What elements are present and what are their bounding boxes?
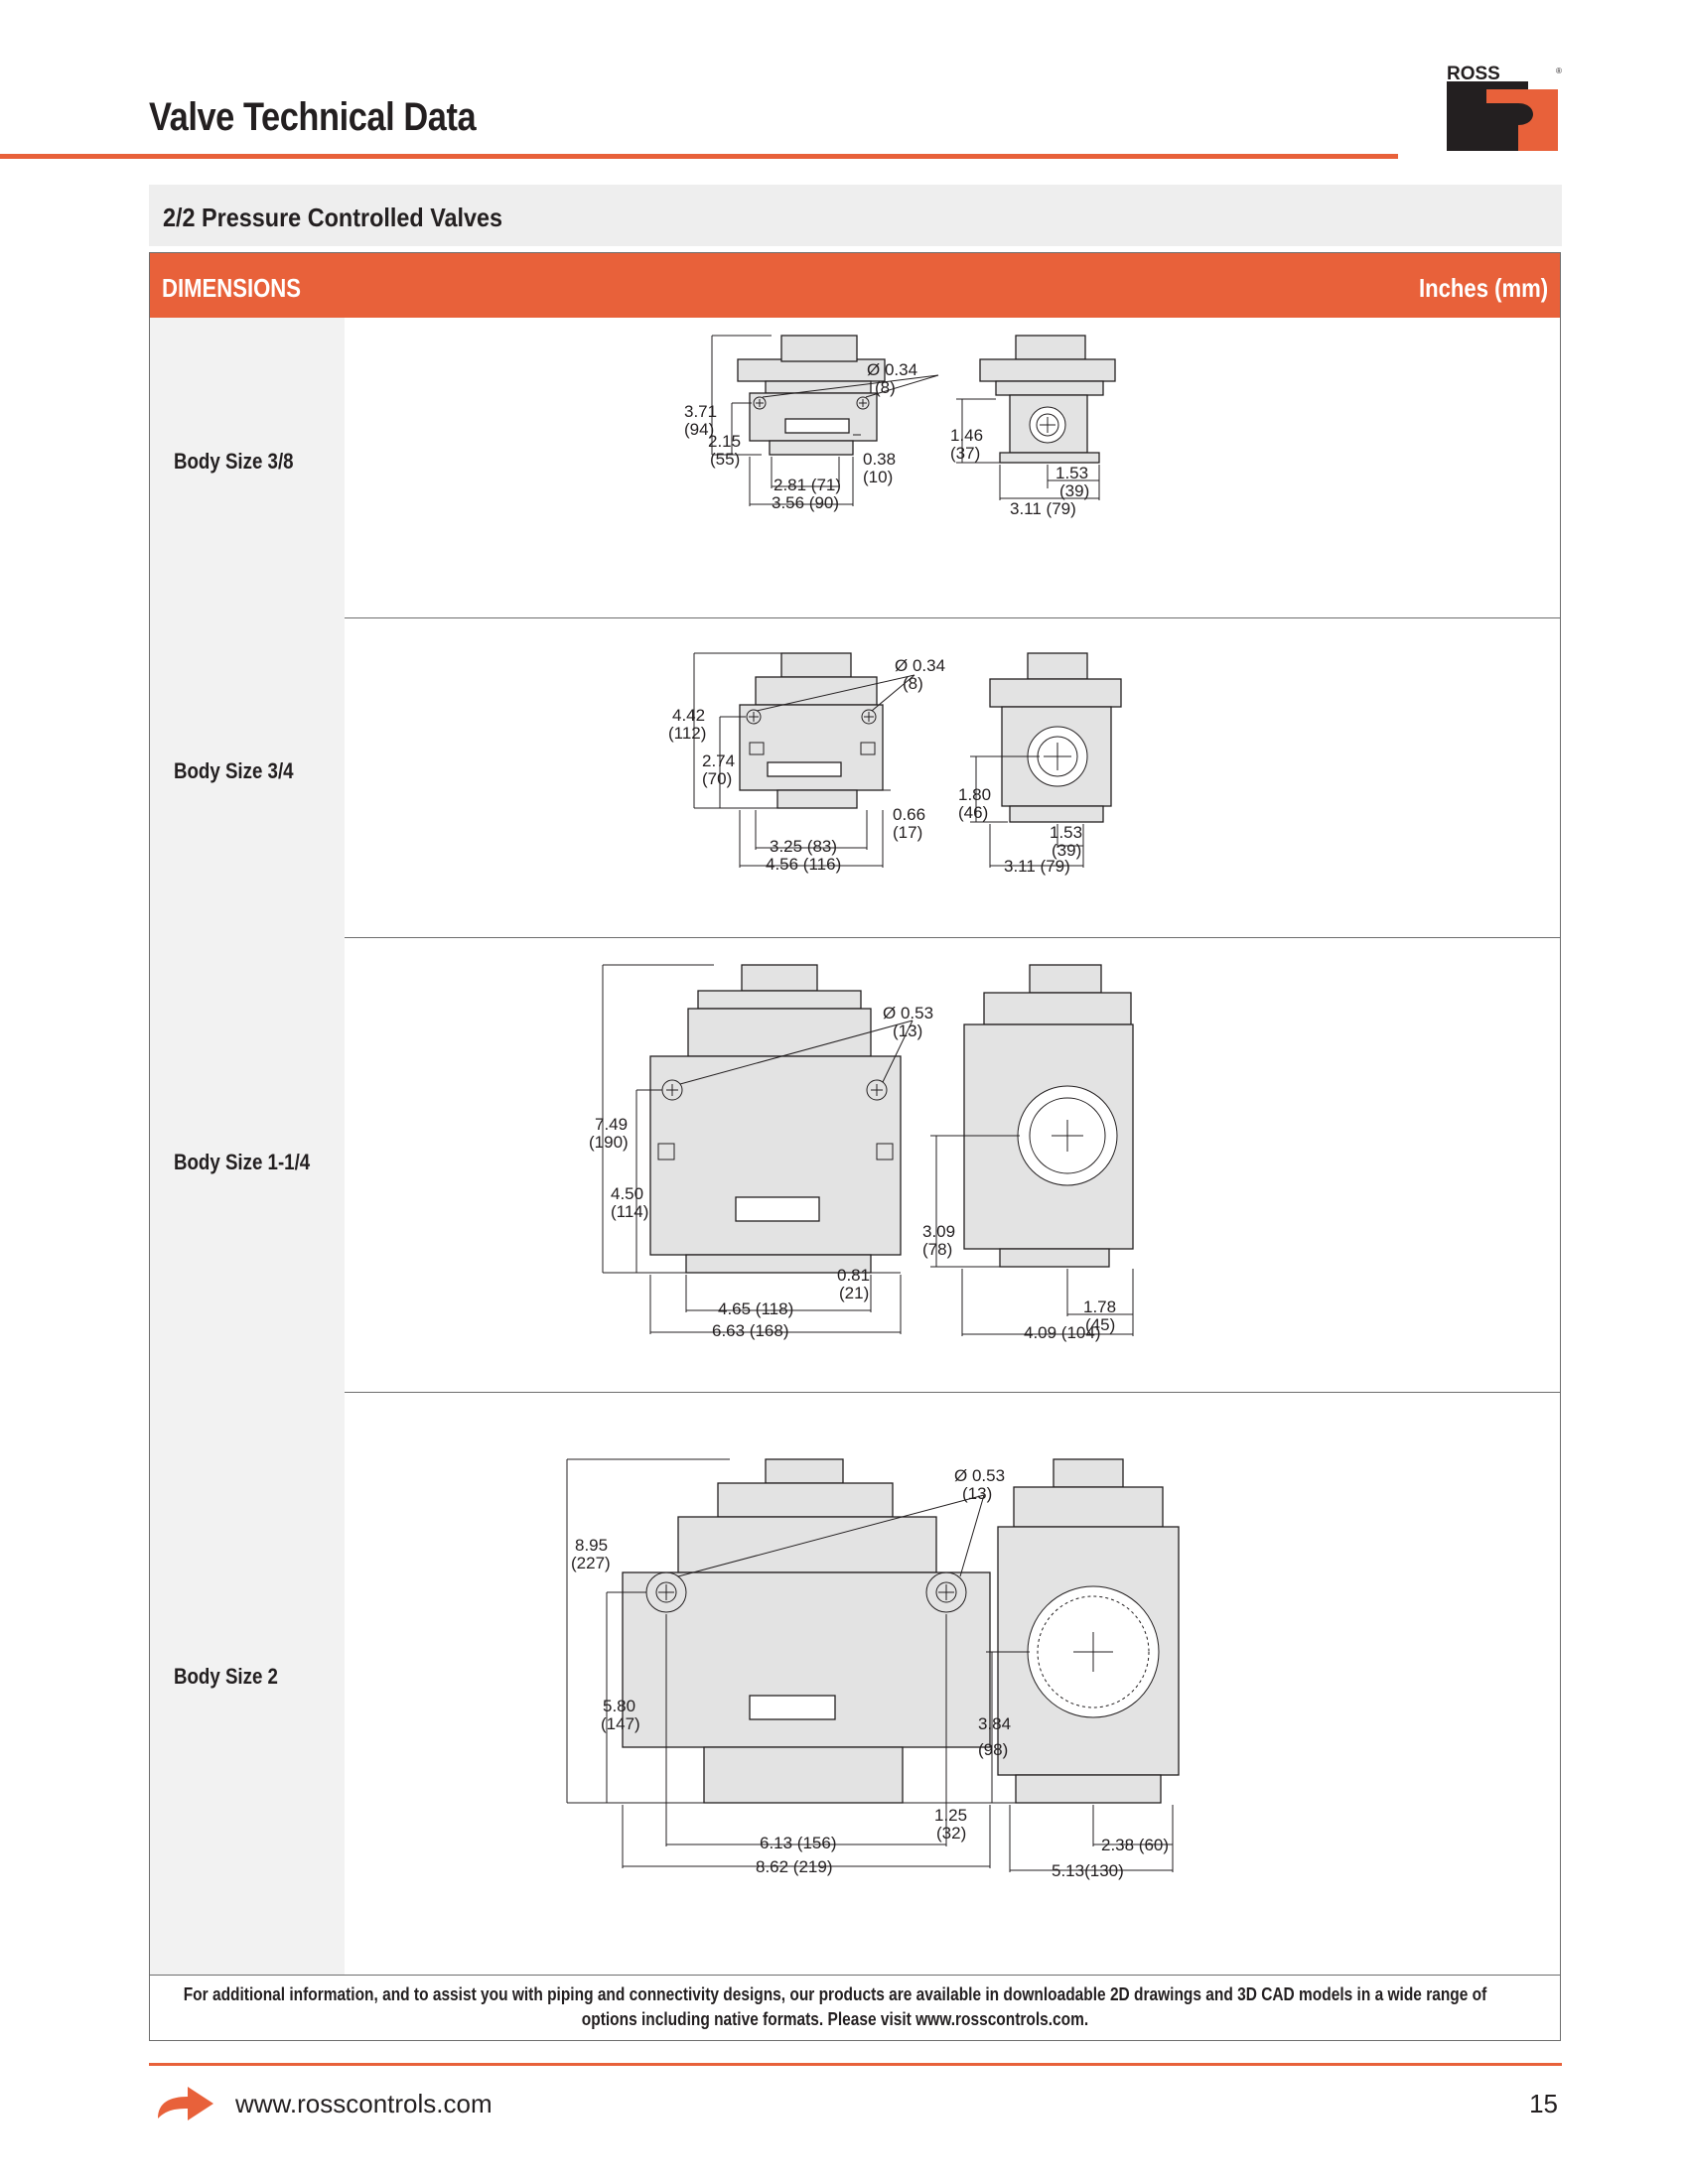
table-row — [150, 318, 1560, 618]
svg-text:8.62 (219): 8.62 (219) — [756, 1857, 833, 1876]
row-label: Body Size 3/8 — [174, 449, 294, 474]
svg-text:(45): (45) — [1085, 1315, 1116, 1334]
svg-text:1.53: 1.53 — [1055, 464, 1089, 482]
svg-text:4.42: 4.42 — [672, 706, 706, 725]
table-row — [150, 1392, 1560, 1976]
svg-text:Ø 0.34: Ø 0.34 — [895, 656, 946, 675]
svg-text:4.65 (118): 4.65 (118) — [718, 1299, 794, 1318]
svg-text:(112): (112) — [668, 724, 707, 743]
svg-text:3.09: 3.09 — [922, 1222, 956, 1241]
svg-text:6.13 (156): 6.13 (156) — [760, 1834, 837, 1852]
svg-text:(46): (46) — [958, 803, 989, 822]
svg-text:(8): (8) — [875, 378, 896, 397]
svg-text:(55): (55) — [710, 450, 741, 469]
logo-text: ROSS — [1447, 64, 1500, 84]
svg-text:®: ® — [1556, 67, 1562, 75]
website-link[interactable]: www.rosscontrols.com — [235, 2089, 492, 2118]
svg-text:(227): (227) — [571, 1554, 611, 1572]
svg-text:1.46: 1.46 — [950, 426, 984, 445]
svg-text:(39): (39) — [1059, 481, 1090, 500]
svg-text:(13): (13) — [962, 1484, 993, 1503]
svg-text:5.80: 5.80 — [603, 1697, 636, 1715]
svg-text:4.09 (104): 4.09 (104) — [1024, 1323, 1101, 1342]
title-rule — [0, 154, 1398, 159]
svg-text:3.11 (79): 3.11 (79) — [1010, 499, 1076, 518]
section-title: 2/2 Pressure Controlled Valves — [163, 203, 503, 232]
section-bar — [149, 185, 1562, 246]
svg-text:(8): (8) — [903, 674, 923, 693]
svg-text:(114): (114) — [611, 1202, 649, 1221]
page-number: 15 — [1529, 2089, 1558, 2118]
svg-text:2.15: 2.15 — [708, 432, 742, 451]
svg-text:3.56 (90): 3.56 (90) — [772, 493, 840, 512]
valve-drawing — [345, 318, 1560, 617]
svg-text:1.53: 1.53 — [1050, 823, 1083, 842]
svg-text:1.25: 1.25 — [934, 1806, 968, 1825]
svg-text:(70): (70) — [702, 769, 733, 788]
svg-text:4.50: 4.50 — [611, 1184, 644, 1203]
svg-text:3.11 (79): 3.11 (79) — [1004, 857, 1070, 876]
svg-text:Ø 0.34: Ø 0.34 — [867, 360, 918, 379]
svg-text:(13): (13) — [893, 1022, 923, 1040]
svg-text:(39): (39) — [1052, 841, 1082, 860]
footer-rule — [149, 2063, 1562, 2066]
svg-text:7.49: 7.49 — [595, 1115, 629, 1134]
dimensions-label: DIMENSIONS — [162, 273, 301, 303]
valve-drawing — [345, 1392, 1560, 1975]
row-label: Body Size 2 — [174, 1664, 278, 1689]
arrow-icon — [154, 2085, 215, 2122]
table-row — [150, 937, 1560, 1393]
svg-text:0.66: 0.66 — [893, 805, 926, 824]
row-label: Body Size 1-1/4 — [174, 1150, 311, 1174]
svg-text:(32): (32) — [936, 1824, 967, 1843]
svg-text:2.74: 2.74 — [702, 751, 736, 770]
svg-text:3.25 (83): 3.25 (83) — [770, 837, 838, 856]
svg-text:(98): (98) — [978, 1740, 1009, 1759]
svg-text:2.38 (60): 2.38 (60) — [1101, 1836, 1170, 1854]
page-title: Valve Technical Data — [149, 95, 477, 139]
svg-text:2.81 (71): 2.81 (71) — [774, 476, 842, 494]
dimensions-header — [150, 253, 1560, 318]
svg-text:(94): (94) — [684, 420, 715, 439]
svg-text:(190): (190) — [589, 1133, 629, 1152]
valve-drawing — [345, 617, 1560, 937]
footnote: For additional information, and to assist you with piping and connectivity designs, our products are available in downloadable 2D drawings and 3D CAD models in a wide range of options including native formats. Please visit www.rosscontrols.com. — [183, 1984, 1487, 2029]
svg-text:Ø 0.53: Ø 0.53 — [883, 1004, 934, 1023]
svg-text:Ø 0.53: Ø 0.53 — [954, 1466, 1006, 1485]
svg-text:8.95: 8.95 — [575, 1536, 609, 1555]
svg-text:0.38: 0.38 — [863, 450, 897, 469]
table-row — [150, 617, 1560, 938]
dimensions-table — [149, 252, 1561, 2041]
ross-logo — [1447, 64, 1564, 151]
svg-text:4.56 (116): 4.56 (116) — [766, 855, 842, 874]
svg-text:5.13(130): 5.13(130) — [1052, 1861, 1124, 1880]
svg-text:(17): (17) — [893, 823, 923, 842]
svg-text:(147): (147) — [601, 1714, 640, 1733]
svg-text:0.81: 0.81 — [837, 1266, 871, 1285]
valve-drawing — [345, 937, 1560, 1392]
svg-text:1.80: 1.80 — [958, 785, 992, 804]
svg-text:(10): (10) — [863, 468, 894, 486]
svg-text:3.71: 3.71 — [684, 402, 718, 421]
svg-text:6.63 (168): 6.63 (168) — [712, 1321, 789, 1340]
svg-text:(37): (37) — [950, 444, 981, 463]
units-label: Inches (mm) — [1418, 273, 1548, 303]
svg-text:(78): (78) — [922, 1240, 953, 1259]
svg-text:3.84: 3.84 — [978, 1714, 1012, 1733]
row-label: Body Size 3/4 — [174, 758, 294, 783]
svg-text:1.78: 1.78 — [1083, 1297, 1117, 1316]
svg-text:(21): (21) — [839, 1284, 870, 1302]
